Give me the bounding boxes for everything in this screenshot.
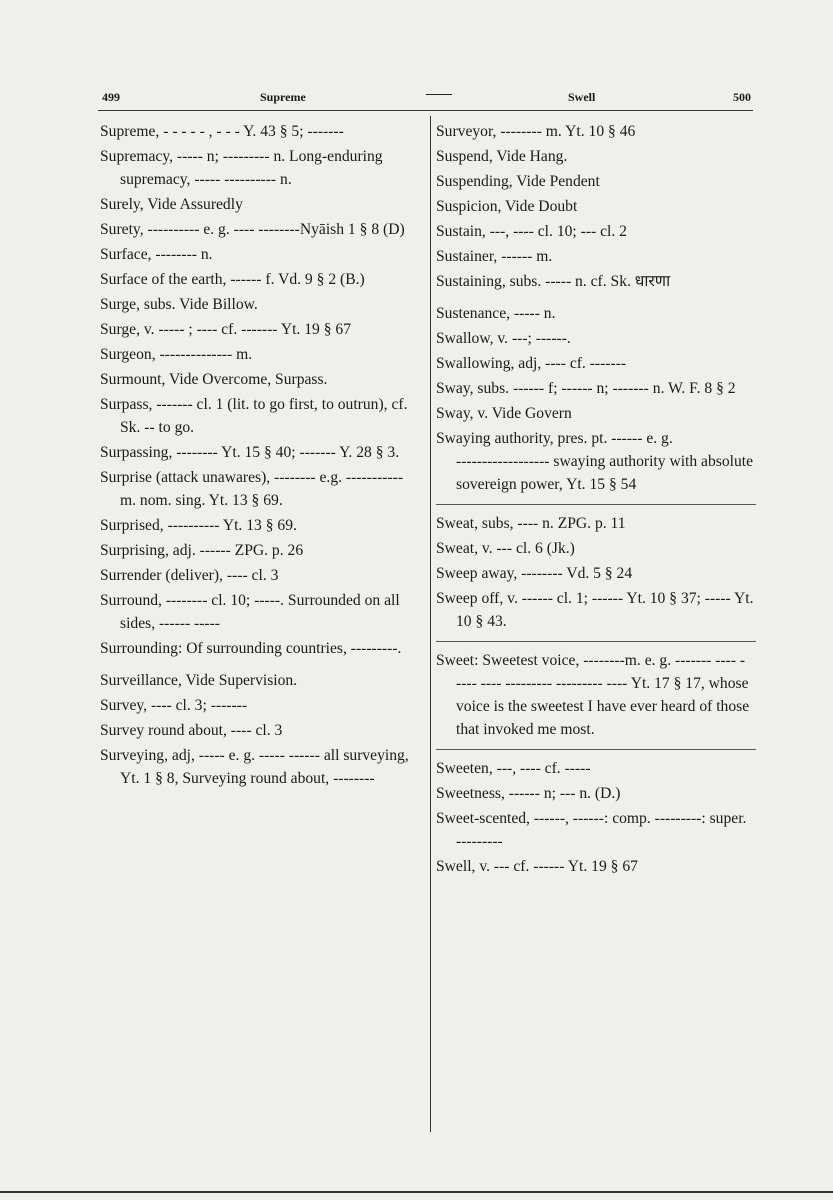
- dictionary-entry: Sweet: Sweetest voice, ‑‑‑‑‑‑‑‑m. e. g. ‑‑‑‑‑‑‑ ‑‑‑‑ ‑ ‑‑‑‑ ‑‑‑‑ ‑‑‑‑‑‑‑‑‑ ‑‑‑‑‑‑‑‑‑ ‑‑‑‑ Yt. 17 § 17, whose voice is the sweetest I have ever heard of those that invoked me most.: [436, 652, 750, 738]
- dictionary-entry: Sway, subs. ‑‑‑‑‑‑ f; ‑‑‑‑‑‑ n; ‑‑‑‑‑‑‑ n. W. F. 8 § 2: [436, 380, 736, 397]
- column-divider: [430, 116, 431, 1132]
- dictionary-entry: Sustainer, ‑‑‑‑‑‑ m.: [436, 248, 553, 265]
- dictionary-entry: Sweat, subs, ‑‑‑‑ n. ZPG. p. 11: [436, 515, 626, 532]
- dictionary-entry: Survey round about, ‑‑‑‑ cl. 3: [100, 722, 283, 739]
- dictionary-entry: Surpass, ‑‑‑‑‑‑‑ cl. 1 (lit. to go first, to outrun), cf. Sk. ‑‑ to go.: [100, 396, 408, 436]
- dictionary-entry: Sweet-scented, ‑‑‑‑‑‑, ‑‑‑‑‑‑: comp. ‑‑‑‑‑‑‑‑‑: super. ‑‑‑‑‑‑‑‑‑: [436, 810, 747, 850]
- dictionary-entry: Supreme, ‑ ‑ ‑ ‑ ‑ , ‑ ‑ ‑ Y. 43 § 5; ‑‑‑‑‑‑‑: [100, 123, 344, 140]
- dictionary-entry: Swallow, v. ‑‑‑; ‑‑‑‑‑‑.: [436, 330, 571, 347]
- dictionary-entry: Surety, ‑‑‑‑‑‑‑‑‑‑ e. g. ‑‑‑‑ ‑‑‑‑‑‑‑‑Nyāish 1 § 8 (D): [100, 221, 405, 238]
- right-page-number: 500: [733, 90, 751, 104]
- dictionary-entry: Surprising, adj. ‑‑‑‑‑‑ ZPG. p. 26: [100, 542, 304, 559]
- dictionary-entry: Sustenance, ‑‑‑‑‑ n.: [436, 305, 556, 322]
- running-header: [98, 84, 753, 108]
- header-dash: [426, 94, 452, 95]
- dictionary-entry: Sweetness, ‑‑‑‑‑‑ n; ‑‑‑ n. (D.): [436, 785, 621, 802]
- dictionary-entry: Surprised, ‑‑‑‑‑‑‑‑‑‑ Yt. 13 § 69.: [100, 517, 297, 534]
- dictionary-entry: Surge, subs. Vide Billow.: [100, 296, 258, 313]
- dictionary-entry: Sweeten, ‑‑‑, ‑‑‑‑ cf. ‑‑‑‑‑: [436, 760, 591, 777]
- dictionary-entry: Supremacy, ‑‑‑‑‑ n; ‑‑‑‑‑‑‑‑‑ n. Long-enduring supremacy, ‑‑‑‑‑ ‑‑‑‑‑‑‑‑‑‑ n.: [100, 148, 383, 188]
- dictionary-entry: Sustain, ‑‑‑, ‑‑‑‑ cl. 10; ‑‑‑ cl. 2: [436, 223, 627, 240]
- left-page-number: 499: [102, 90, 120, 104]
- dictionary-entry: Surrounding: Of surrounding countries, ‑‑‑‑‑‑‑‑‑.: [100, 640, 402, 657]
- header-rule: [98, 110, 753, 111]
- dictionary-entry: Sustaining, subs. ‑‑‑‑‑ n. cf. Sk. धारणा: [436, 273, 671, 290]
- dictionary-entry: Surface of the earth, ‑‑‑‑‑‑ f. Vd. 9 § 2 (B.): [100, 271, 365, 288]
- dictionary-entry: Swallowing, adj, ‑‑‑‑ cf. ‑‑‑‑‑‑‑: [436, 355, 627, 372]
- left-column: [100, 120, 420, 790]
- dictionary-entry: Surveillance, Vide Supervision.: [100, 672, 298, 689]
- page-bottom-edge: [0, 1191, 833, 1193]
- dictionary-entry: Sweep off, v. ‑‑‑‑‑‑ cl. 1; ‑‑‑‑‑‑ Yt. 10 § 37; ‑‑‑‑‑ Yt. 10 § 43.: [436, 590, 754, 630]
- dictionary-entry: Surround, ‑‑‑‑‑‑‑‑ cl. 10; ‑‑‑‑‑. Surrounded on all sides, ‑‑‑‑‑‑ ‑‑‑‑‑: [100, 592, 400, 632]
- dictionary-entry: Surge, v. ‑‑‑‑‑ ; ‑‑‑‑ cf. ‑‑‑‑‑‑‑ Yt. 19 § 67: [100, 321, 351, 338]
- dictionary-entry: Survey, ‑‑‑‑ cl. 3; ‑‑‑‑‑‑‑: [100, 697, 248, 714]
- right-column: [436, 120, 756, 878]
- dictionary-entry: Surmount, Vide Overcome, Surpass.: [100, 371, 328, 388]
- dictionary-entry: Surgeon, ‑‑‑‑‑‑‑‑‑‑‑‑‑‑ m.: [100, 346, 253, 363]
- right-guide-word: Swell: [568, 90, 596, 104]
- dictionary-entry: Sweat, v. ‑‑‑ cl. 6 (Jk.): [436, 540, 575, 557]
- dictionary-entry: Sway, v. Vide Govern: [436, 405, 572, 422]
- dictionary-entry: Suspicion, Vide Doubt: [436, 198, 578, 215]
- dictionary-entry: Surveying, adj, ‑‑‑‑‑ e. g. ‑‑‑‑‑ ‑‑‑‑‑‑ all surveying, Yt. 1 § 8, Surveying round about, ‑‑‑‑‑‑‑‑: [100, 747, 409, 787]
- dictionary-entry: Sweep away, ‑‑‑‑‑‑‑‑ Vd. 5 § 24: [436, 565, 633, 582]
- dictionary-entry: Surrender (deliver), ‑‑‑‑ cl. 3: [100, 567, 279, 584]
- dictionary-entry: Surface, ‑‑‑‑‑‑‑‑ n.: [100, 246, 213, 263]
- entry-divider: [436, 641, 756, 642]
- entry-divider: [436, 504, 756, 505]
- dictionary-entry: Surveyor, ‑‑‑‑‑‑‑‑ m. Yt. 10 § 46: [436, 123, 636, 140]
- dictionary-entry: Suspend, Vide Hang.: [436, 148, 568, 165]
- dictionary-entry: Swaying authority, pres. pt. ‑‑‑‑‑‑ e. g. ‑‑‑‑‑‑‑‑‑‑‑‑‑‑‑‑‑‑ swaying authority with absolute sovereign power, Yt. 15 § 54: [436, 430, 754, 493]
- dictionary-entry: Surely, Vide Assuredly: [100, 196, 243, 213]
- dictionary-entry: Surprise (attack unawares), ‑‑‑‑‑‑‑‑ e.g. ‑‑‑‑‑‑‑‑‑‑‑ m. nom. sing. Yt. 13 § 69.: [100, 469, 404, 509]
- dictionary-entry: Suspending, Vide Pendent: [436, 173, 600, 190]
- left-guide-word: Supreme: [260, 90, 306, 104]
- dictionary-entry: Surpassing, ‑‑‑‑‑‑‑‑ Yt. 15 § 40; ‑‑‑‑‑‑‑ Y. 28 § 3.: [100, 444, 400, 461]
- dictionary-entry: Swell, v. ‑‑‑ cf. ‑‑‑‑‑‑ Yt. 19 § 67: [436, 858, 638, 875]
- entry-divider: [436, 749, 756, 750]
